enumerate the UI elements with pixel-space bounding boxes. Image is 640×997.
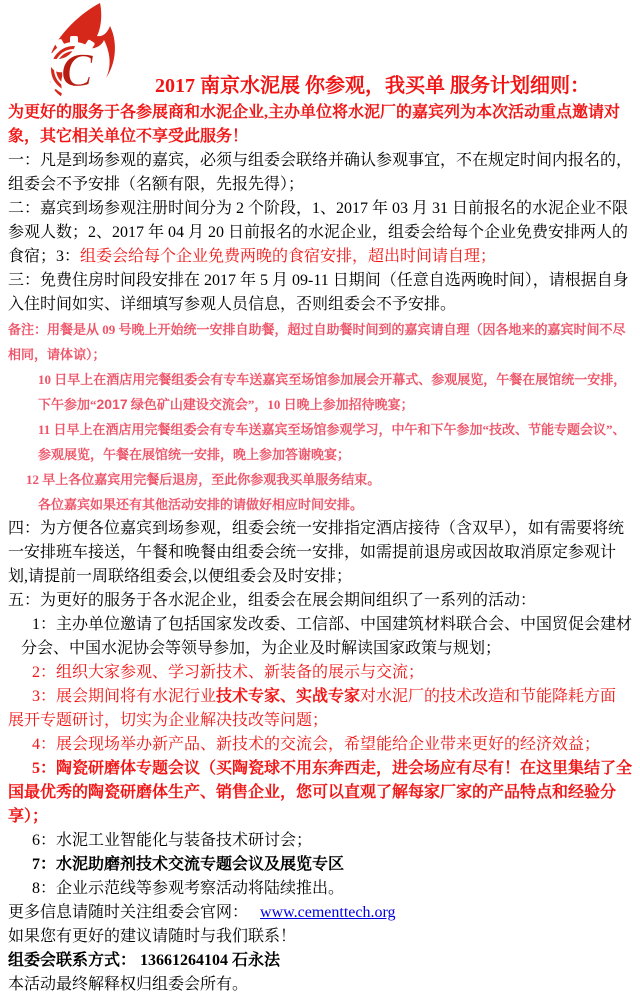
section-1 [8,149,632,197]
text-run: 10 日早上在酒店用完餐组委会有专车送嘉宾至场馆参加展会开幕式、参观展览，午餐在展馆统一安排，下午参加“ [38,372,627,412]
logo-letter: C [60,44,94,97]
text-run: 五：为更好的服务于各水泥企业，组委会在展会期间组织了一系列的活动： [8,592,537,609]
activity-6 [8,829,632,853]
activity-7 [8,853,632,877]
official-website-link[interactable]: www.cementtech.org [260,904,396,921]
remark-paragraph [8,317,632,367]
text-run: 更多信息请随时关注组委会官网： [8,904,249,921]
text-run: 三：免费住房时间段安排在 2017 年 5 月 09-11 日期间（任意自选两晚时间），请根据自身入住时间如实、详细填写参观人员信息，否则组委会不予安排。 [8,272,629,313]
text-run: 7：水泥助磨剂技术交流专题会议及展览专区 [32,856,345,873]
schedule-day10 [8,367,632,417]
section-2 [8,197,632,269]
footer-rights [8,973,632,997]
activity-2 [8,661,632,685]
text-run: 3：展会期间将有水泥行业 [32,688,217,705]
intro-paragraph [8,101,632,149]
section-3 [8,269,632,317]
footer-suggestion [8,925,632,949]
text-run: 技术专家、实战专家 [216,688,361,705]
schedule-day11 [8,417,632,467]
footer-contact [8,949,632,973]
footer [8,901,632,997]
text-run: 备注：用餐是从 09 号晚上开始统一安排自助餐，超过自助餐时间到的嘉宾请自理（因各地来的嘉宾时间不尽相同，请体谅）； [8,322,626,362]
text-run: 一：凡是到场参观的嘉宾，必须与组委会联络并确认参观事宜，不在规定时间内报名的，组委会不予安排（名额有限，先报先得）； [8,152,633,193]
text-run: 组委会给每个企业免费两晚的食宿安排，超出时间请自理； [80,248,497,265]
section-4 [8,517,632,589]
text-run: 12 早上各位嘉宾用完餐后退房，至此你参观我买单服务结束。 [26,472,381,487]
text-run: 如果您有更好的建议请随时与我们联系！ [8,928,297,945]
text-run: 8：企业示范线等参观考察活动将陆续推出。 [32,880,345,897]
page-title: 2017 南京水泥展 你参观，我买单 服务计划细则： [155,75,590,97]
activity-1 [8,613,632,661]
text-run: 绿色矿山建设交流会”，10 日晚上参加招待晚宴； [127,397,414,412]
text-run: 4：展会现场举办新产品、新技术的交流会，希望能给企业带来更好的经济效益； [32,736,601,753]
document-body [8,101,632,901]
schedule-extra [8,492,632,517]
activity-4 [8,733,632,757]
text-run: 6：水泥工业智能化与装备技术研讨会； [32,832,313,849]
text-run: 为更好的服务于各参展商和水泥企业,主办单位将水泥厂的嘉宾列为本次活动重点邀请对象，其它相关单位不享受此服务！ [8,104,621,145]
text-run: 对水泥厂的技术改造和节能降耗方面展开专题研讨，切实为企业解决技改等问题； [8,688,617,729]
text-run: 四：为方便各位嘉宾到场参观，组委会统一安排指定酒店接待（含双早），如有需要将统一安排班车接送，午餐和晚餐由组委会统一安排，如需提前退房或因故取消原定参观计划,请提前一周联络组委会,以便组委会及时安排； [8,520,625,585]
activity-3 [8,685,632,733]
text-run: 2017 [96,396,128,412]
text-run: 二：嘉宾到场参观注册时间分为 2 个阶段，1、2017 年 03 月 31 日前报名的水泥企业不限参观人数；2、2017 年 04 月 20 日前报名的水泥企业，组委会给每个企业免费安排两人的食宿；3： [8,200,629,265]
text-run: 2：组织大家参观、学习新技术、新装备的展示与交流； [32,664,425,681]
section-5 [8,589,632,613]
text-run: 5：陶瓷研磨体专题会议（买陶瓷球不用东奔西走，进会场应有尽有！在这里集结了全国最优秀的陶瓷研磨体生产、销售企业，您可以直观了解每家厂家的产品特点和经验分享）； [8,760,633,825]
header [8,0,632,101]
text-run: 11 日早上在酒店用完餐组委会有专车送嘉宾至场馆参观学习，中午和下午参加“技改、节能专题会议”、参观展览，午餐在展馆统一安排，晚上参加答谢晚宴； [38,422,626,462]
activity-5 [8,757,632,829]
text-run: 本活动最终解释权归组委会所有。 [8,976,249,993]
text-run: 1：主办单位邀请了包括国家发改委、工信部、中国建筑材料联合会、中国贸促会建材分会、中国水泥协会等领导参加，为企业及时解读国家政策与规划； [21,616,633,657]
text-run: 各位嘉宾如果还有其他活动安排的请做好相应时间安排。 [38,497,364,512]
activity-8 [8,877,632,901]
schedule-day12 [8,467,632,492]
footer-website [8,901,632,925]
text-run: 组委会联系方式： 13661264104 石永法 [8,952,281,969]
